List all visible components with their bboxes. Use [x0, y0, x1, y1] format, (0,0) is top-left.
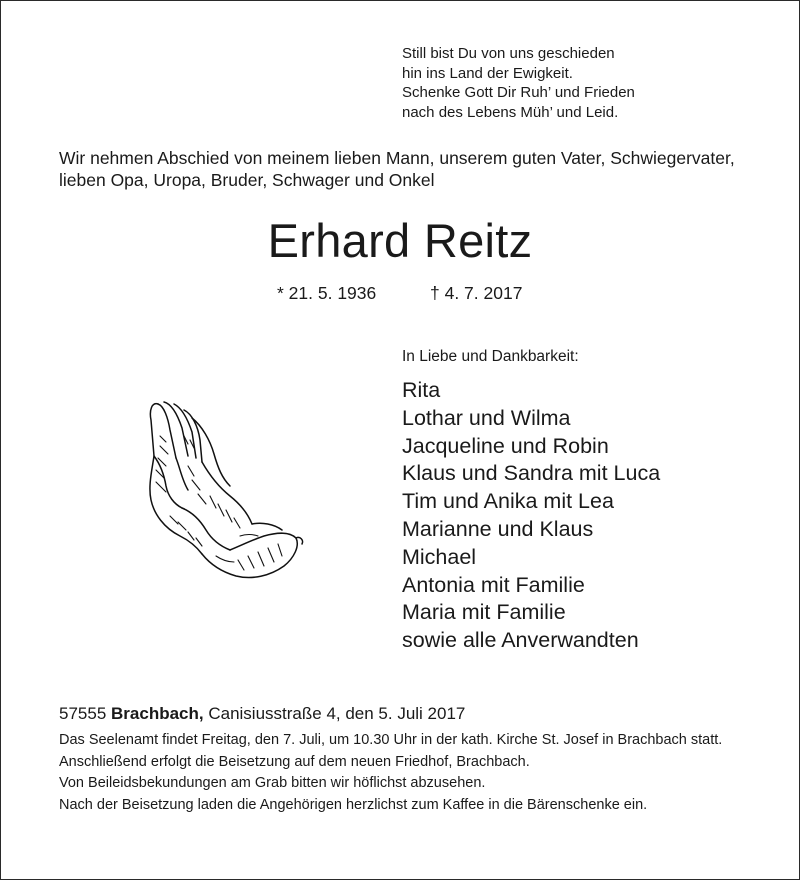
mourner-name: Klaus und Sandra mit Luca: [402, 461, 661, 486]
mourner-name: Marianne und Klaus: [402, 516, 594, 541]
notice-paragraph: Nach der Beisetzung laden die Angehörigen herzlichst zum Kaffee in die Bärenschenke ein.: [59, 797, 648, 814]
mourner-name: Jacqueline und Robin: [402, 433, 609, 458]
mourner-name: sowie alle Anverwandten: [402, 628, 639, 653]
intro-line: lieben Opa, Uropa, Bruder, Schwager und Onkel: [59, 170, 435, 190]
death-date: † 4. 7. 2017: [430, 283, 523, 303]
poem: [402, 44, 635, 122]
mourner-name: Michael: [402, 544, 477, 569]
notice-paragraph: Anschließend erfolgt die Beisetzung auf dem neuen Friedhof, Brachbach.: [59, 753, 530, 770]
poem-line: Still bist Du von uns geschieden: [402, 45, 615, 62]
mourner-list: [402, 377, 660, 655]
mourner-name: Rita: [402, 378, 441, 402]
notices: [59, 731, 759, 818]
birth-date: * 21. 5. 1936: [277, 283, 377, 303]
intro-text: [59, 147, 735, 191]
poem-line: hin ins Land der Ewigkeit.: [402, 64, 573, 82]
address-town: Brachbach,: [111, 704, 204, 723]
poem-line: nach des Lebens Müh’ und Leid.: [402, 103, 619, 121]
praying-hands-icon: [130, 396, 306, 596]
address-rest: Canisiusstraße 4, den 5. Juli 2017: [208, 704, 466, 723]
notice-paragraph: Das Seelenamt findet Freitag, den 7. Juli, um 10.30 Uhr in der kath. Kirche St. Josef in Brachbach statt.: [59, 732, 723, 748]
notice-paragraph: Von Beileidsbekundungen am Grab bitten wir höflichst abzusehen.: [59, 775, 486, 792]
address-postcode: 57555: [59, 704, 107, 723]
mourner-name: Maria mit Familie: [402, 600, 566, 625]
address-line: [59, 703, 465, 725]
deceased-name: Erhard Reitz: [267, 214, 533, 267]
mourner-name: Antonia mit Familie: [402, 572, 585, 597]
intro-line: Wir nehmen Abschied von meinem lieben Mann, unserem guten Vater, Schwiegervater,: [59, 148, 735, 168]
mourner-name: Tim und Anika mit Lea: [402, 489, 614, 514]
poem-line: Schenke Gott Dir Ruh’ und Frieden: [402, 84, 635, 101]
thanks-heading: In Liebe und Dankbarkeit:: [402, 348, 579, 365]
mourner-name: Lothar und Wilma: [402, 405, 571, 430]
